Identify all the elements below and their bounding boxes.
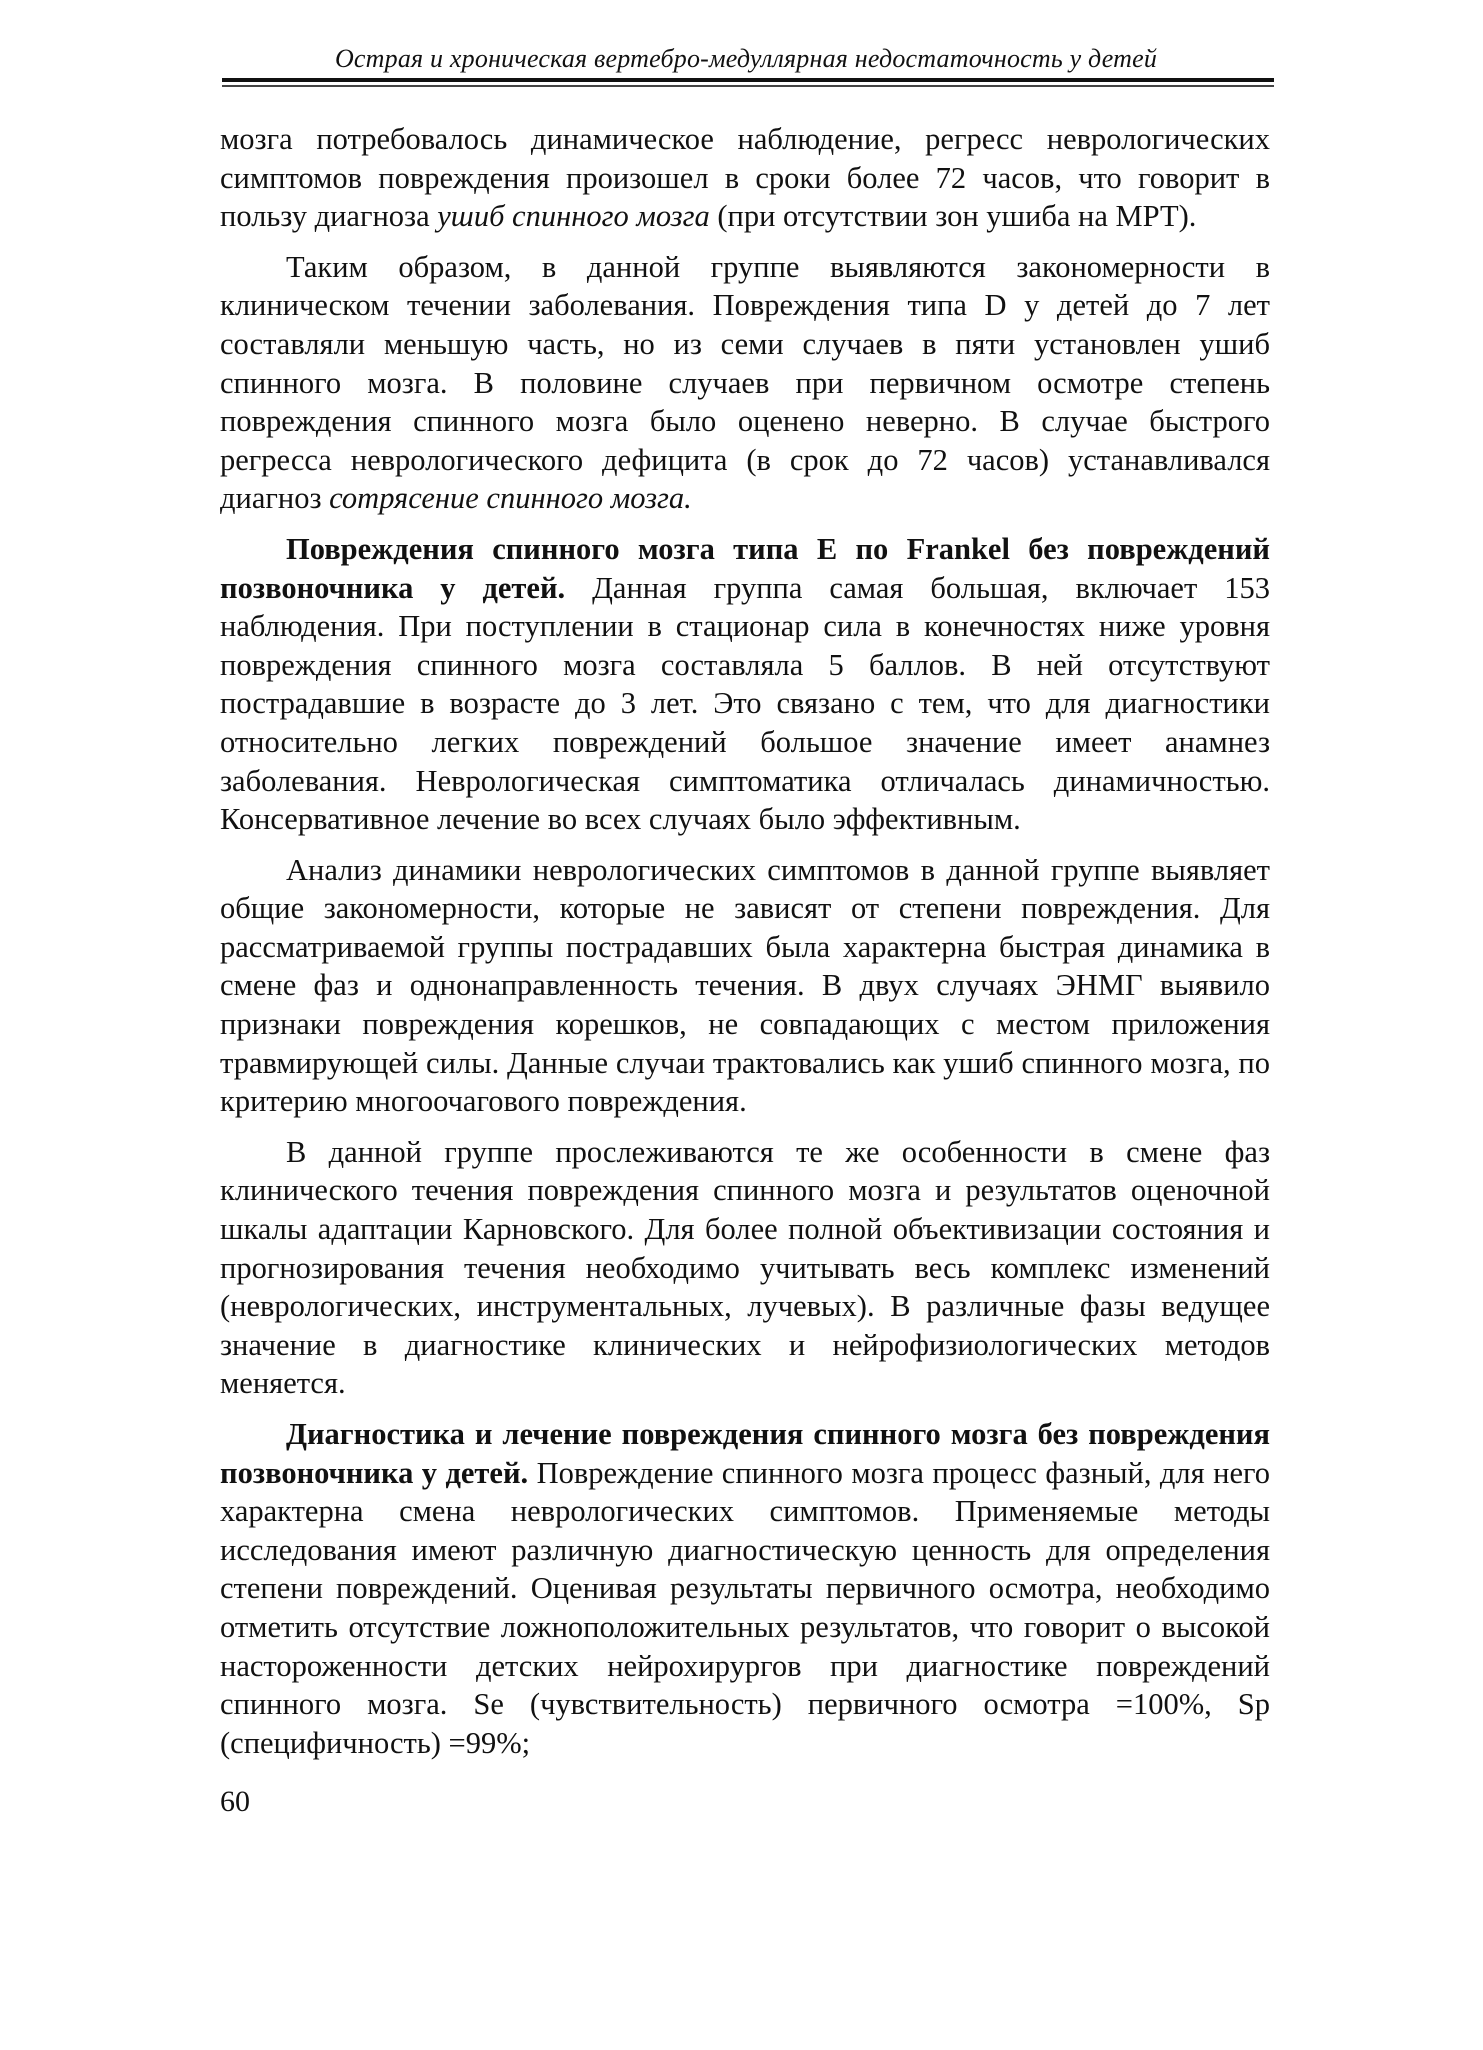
header-rule bbox=[222, 78, 1274, 82]
paragraph-1 bbox=[220, 120, 1270, 236]
paragraph-text: Анализ динамики неврологических симптомов в данной группе выявляет общие закономерности, которые не зависят от степени повреждения. Для рассматриваемой группы пострадавших была характерна быстрая динамика в смене фаз и однонаправленность течения. В двух случаях ЭНМГ выявило признаки повреждения корешков, не совпадающих с местом приложения травмирующей силы. Данные случаи трактовались как ушиб спинного мозга, по критерию многоочагового повреждения. bbox=[220, 852, 1270, 1119]
italic-term: ушиб спинного мозга bbox=[437, 199, 710, 234]
paragraph-text: Повреждение спинного мозга процесс фазный, для него характерна смена неврологических симптомов. Применяемые методы исследования имеют различную диагностическую ценность для определения степени повреждений. Оценивая результаты первичного осмотра, необходимо отметить отсутствие ложноположительных результатов, что говорит о высокой настороженности детских нейрохирургов при диагностике повреждений спинного мозга. Se (чувствительность) первичного осмотра =100%, Sp (специфичность) =99%; bbox=[220, 1455, 1270, 1760]
body-text bbox=[220, 120, 1270, 1774]
paragraph-text: В данной группе прослеживаются те же особенности в смене фаз клинического течения повреждения спинного мозга и результатов оценочной шкалы адаптации Карновского. Для более полной объективизации состояния и прогнозирования течения необходимо учитывать весь комплекс изменений (неврологических, инструментальных, лучевых). В различные фазы ведущее значение в диагностике клинических и нейрофизиологических методов меняется. bbox=[220, 1134, 1270, 1401]
paragraph-3 bbox=[220, 530, 1270, 839]
section-heading-inline: Повреждения спинного мозга типа Е по Frankel без повреждений позвоночника у детей. bbox=[220, 531, 1270, 605]
paragraph-5 bbox=[220, 1133, 1270, 1403]
paragraph-text: мозга потребовалось динамическое наблюдение, регресс неврологических симптомов повреждения произошел в сроки более 72 часов, что говорит в пользу диагноза bbox=[220, 122, 1270, 234]
paragraph-text: Таким образом, в данной группе выявляются закономерности в клиническом течении заболевания. Повреждения типа D у детей до 7 лет составляли меньшую часть, но из семи случаев в пяти установлен ушиб спинного мозга. В половине случаев при первичном осмотре степень повреждения спинного мозга было оценено неверно. В случае быстрого регресса неврологического дефицита (в срок до 72 часов) устанавливался диагноз bbox=[220, 249, 1270, 516]
paragraph-6 bbox=[220, 1415, 1270, 1762]
italic-term: сотрясение спинного мозга. bbox=[329, 481, 692, 516]
paragraph-text: Данная группа самая большая, включает 153 наблюдения. При поступлении в стационар сила в конечностях ниже уровня повреждения спинного мозга составляла 5 баллов. В ней отсутствуют пострадавшие в возрасте до 3 лет. Это связано с тем, что для диагностики относительно легких повреждений большое значение имеет анамнез заболевания. Неврологическая симптоматика отличалась динамичностью. Консервативное лечение во всех случаях было эффективным. bbox=[220, 570, 1270, 837]
paragraph-2 bbox=[220, 248, 1270, 518]
page-number: 60 bbox=[220, 1785, 250, 1818]
running-header: Острая и хроническая вертебро-медуллярная недостаточность у детей bbox=[334, 44, 1158, 73]
paragraph-text: (при отсутствии зон ушиба на МРТ). bbox=[709, 199, 1197, 234]
paragraph-4 bbox=[220, 851, 1270, 1121]
section-heading-inline: Диагностика и лечение повреждения спинного мозга без повреждения позвоночника у детей. bbox=[220, 1417, 1270, 1490]
header-rule-secondary bbox=[222, 85, 1274, 87]
